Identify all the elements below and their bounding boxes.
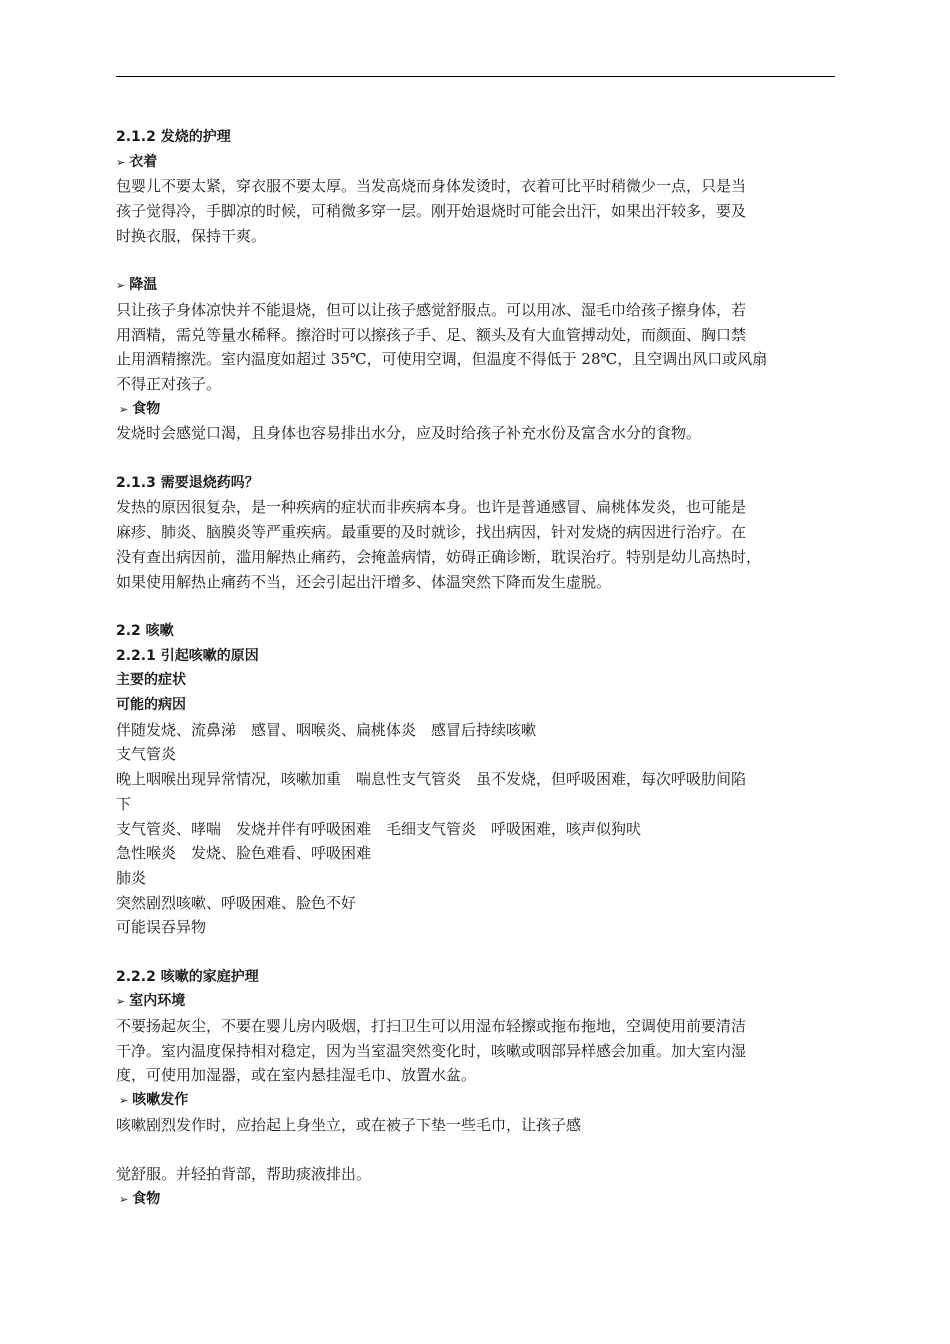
arrow-bullet-icon: ➢ [119, 1094, 129, 1108]
text-line: 麻疹、肺炎、脑膜炎等严重疾病。最重要的及时就诊，找出病因，针对发烧的病因进行治疗。在 [116, 523, 747, 542]
text-line: 发热的原因很复杂，是一种疾病的症状而非疾病本身。也许是普通感冒、扁桃体发炎，也可能是 [116, 498, 747, 517]
text-line: 时换衣服，保持干爽。 [116, 226, 267, 245]
paragraph-antipyretic [116, 495, 848, 594]
section-heading-2-1-2: 2.1.2 发烧的护理 [116, 129, 231, 145]
section-heading-2-1-3: 2.1.3 需要退烧药吗？ [116, 474, 259, 491]
text-line: 如果使用解热止痛药不当，还会引起出汗增多、体温突然下降而发生虚脱。 [116, 572, 612, 591]
text-line: 不要扬起灰尘，不要在婴儿房内吸烟，打扫卫生可以用湿布轻擦或拖布拖地，空调使用前要清洁 [116, 1017, 747, 1036]
arrow-bullet-icon: ➢ [116, 995, 126, 1009]
arrow-bullet-icon: ➢ [116, 155, 126, 169]
paragraph-food [116, 421, 848, 446]
subheading-clothing: ➢ 衣着 [116, 150, 848, 175]
arrow-bullet-icon: ➢ [119, 1192, 129, 1206]
arrow-bullet-icon: ➢ [119, 402, 129, 416]
list-item: 支气管炎、哮喘 发烧并伴有呼吸困难 毛细支气管炎 呼吸困难，咳声似狗吠 [116, 819, 642, 838]
list-item: 伴随发烧、流鼻涕 感冒、咽喉炎、扁桃体炎 感冒后持续咳嗽 [116, 720, 537, 739]
column-label-causes: 可能的病因 [116, 697, 186, 713]
list-item: 肺炎 [116, 868, 147, 887]
paragraph-cooling [116, 298, 848, 397]
text-line: 干净。室内温度保持相对稳定，因为当室温突然变化时，咳嗽或咽部异样感会加重。加大室内湿 [116, 1041, 747, 1060]
subheading-cough-food: ➢ 食物 [116, 1187, 848, 1212]
text-line: 包婴儿不要太紧，穿衣服不要太厚。当发高烧而身体发烫时，衣着可比平时稍微少一点，只是当 [116, 177, 747, 196]
text-line: 咳嗽剧烈发作时，应抬起上身坐立，或在被子下垫一些毛巾，让孩子感 [116, 1115, 582, 1134]
list-item: 突然剧烈咳嗽、呼吸困难、脸色不好 [116, 893, 357, 912]
paragraph-environment [116, 1014, 848, 1088]
paragraph-cough-attack [116, 1113, 848, 1187]
list-item: 下 [116, 794, 132, 813]
cough-causes-list [116, 718, 848, 940]
document-body [116, 125, 848, 1212]
section-heading-2-2-2: 2.2.2 咳嗽的家庭护理 [116, 968, 259, 985]
list-item: 晚上咽喉出现异常情况，咳嗽加重 喘息性支气管炎 虽不发烧，但呼吸困难，每次呼吸肋间陷 [116, 770, 747, 789]
text-line: 发烧时会感觉口渴，且身体也容易排出水分，应及时给孩子补充水份及富含水分的食物。 [116, 424, 702, 443]
subheading-food: ➢ 食物 [116, 397, 848, 422]
header-rule [116, 76, 835, 77]
list-item: 可能误吞异物 [116, 918, 207, 937]
text-line: 不得正对孩子。 [116, 374, 222, 393]
subheading-cough-attack: ➢ 咳嗽发作 [116, 1088, 848, 1113]
text-line: 度，可使用加湿器，或在室内悬挂湿毛巾、放置水盆。 [116, 1066, 477, 1085]
arrow-bullet-icon: ➢ [116, 279, 126, 293]
text-line: 止用酒精擦洗。室内温度如超过 35℃，可使用空调，但温度不得低于 28℃，且空调出风口或风扇 [116, 350, 768, 369]
text-line: 没有查出病因前，滥用解热止痛药，会掩盖病情，妨碍正确诊断，耽误治疗。特别是幼儿高热时， [116, 547, 762, 566]
section-heading-2-2: 2.2 咳嗽 [116, 622, 174, 639]
text-line: 只让孩子身体凉快并不能退烧，但可以让孩子感觉舒服点。可以用冰、湿毛巾给孩子擦身体，若 [116, 300, 747, 319]
paragraph-clothing [116, 174, 848, 248]
subheading-environment: ➢ 室内环境 [116, 989, 848, 1014]
section-heading-2-2-1: 2.2.1 引起咳嗽的原因 [116, 647, 259, 664]
list-item: 急性喉炎 发烧、脸色难看、呼吸困难 [116, 844, 372, 863]
subheading-cooling: ➢ 降温 [116, 273, 848, 298]
column-label-symptoms: 主要的症状 [116, 672, 186, 689]
text-line: 觉舒服。并轻拍背部，帮助痰液排出。 [116, 1165, 372, 1184]
text-line: 用酒精，需兑等量水稀释。擦浴时可以擦孩子手、足、额头及有大血管搏动处，而颜面、胸口禁 [116, 325, 747, 344]
text-line: 孩子觉得冷，手脚凉的时候，可稍微多穿一层。刚开始退烧时可能会出汗，如果出汗较多，要及 [116, 202, 747, 221]
list-item: 支气管炎 [116, 745, 177, 764]
